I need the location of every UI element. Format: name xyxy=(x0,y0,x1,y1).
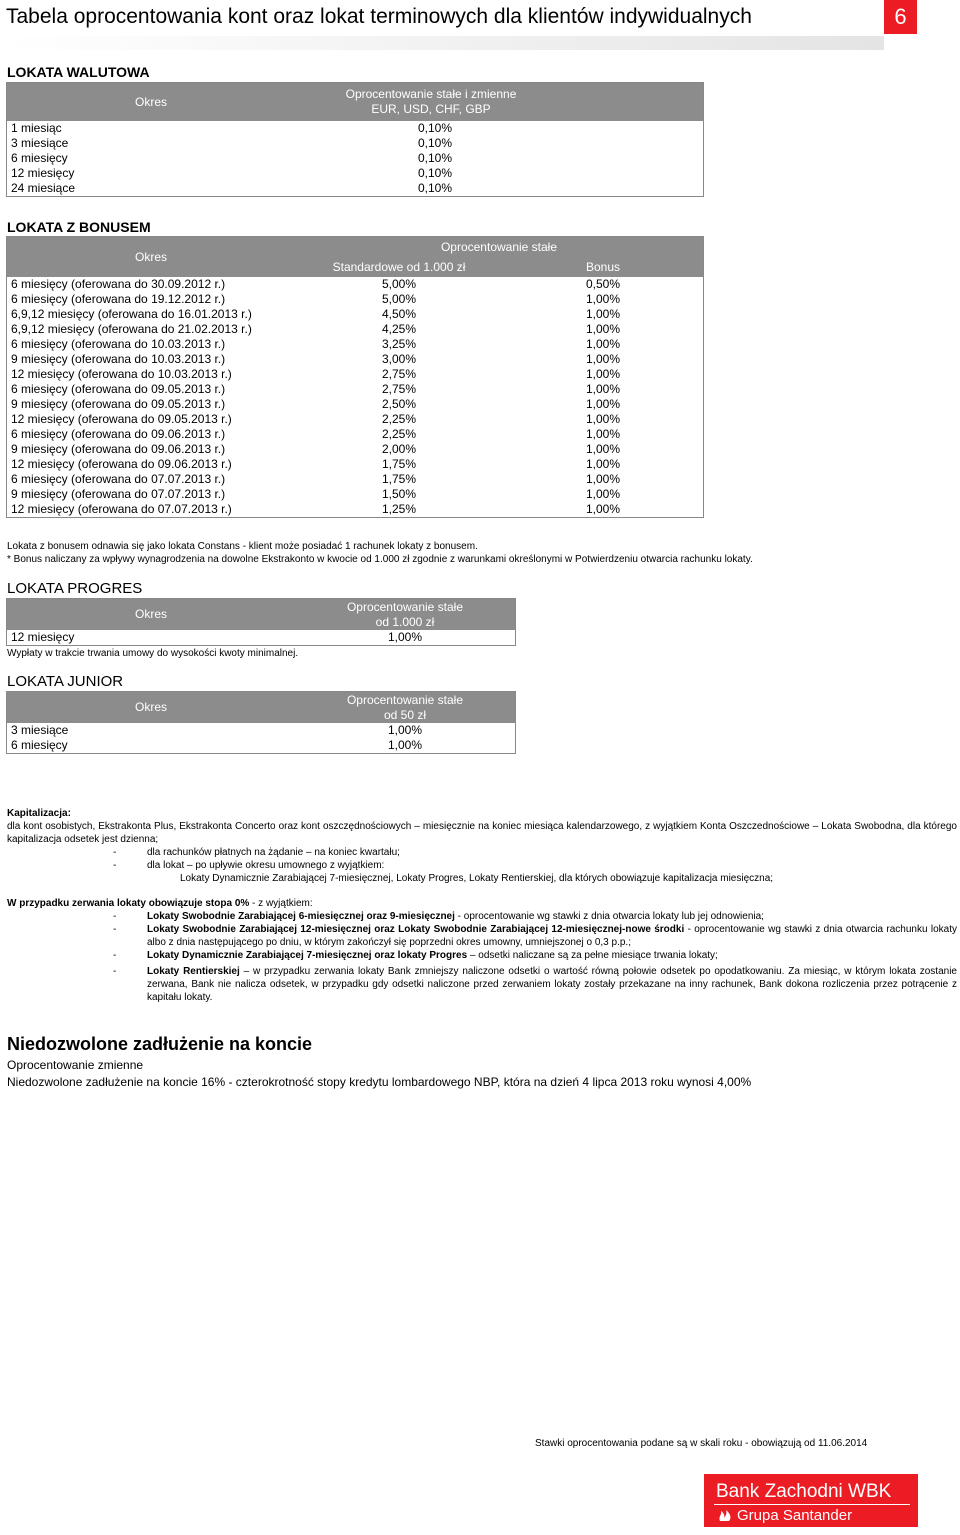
table-cell-std: 4,25% xyxy=(381,322,417,336)
zerwanie-item-text: - oprocentowanie wg stawki z dnia otwarcia lokaty lub jej odnowienia; xyxy=(454,911,764,922)
table-cell-rate: 1,00% xyxy=(387,723,423,737)
zerwanie-heading-bold: W przypadku zerwania lokaty obowiązuje stopa 0% xyxy=(7,898,250,909)
col-rate-header xyxy=(295,692,516,724)
table-cell-period: 6 miesięcy (oferowana do 07.07.2013 r.) xyxy=(11,472,226,486)
table-cell-period: 12 miesięcy (oferowana do 09.05.2013 r.) xyxy=(11,412,232,426)
table-cell-std: 3,25% xyxy=(381,337,417,351)
table-row xyxy=(7,427,704,442)
table-row xyxy=(7,367,704,382)
col-bonus-header: Bonus xyxy=(503,258,704,277)
table-cell-period: 12 miesięcy (oferowana do 07.07.2013 r.) xyxy=(11,502,232,516)
logo-separator xyxy=(714,1504,910,1505)
table-cell-std: 5,00% xyxy=(381,292,417,306)
table-walutowa xyxy=(6,82,704,197)
table-cell-bonus: 1,00% xyxy=(585,322,621,336)
table-cell-bonus: 1,00% xyxy=(585,457,621,471)
table-cell-std: 5,00% xyxy=(381,277,417,291)
table-row xyxy=(7,457,704,472)
zerwanie-item-text: – odsetki naliczane są za pełne miesiące trwania lokaty; xyxy=(467,950,718,961)
table-cell-std: 1,75% xyxy=(381,472,417,486)
table-cell-std: 3,00% xyxy=(381,352,417,366)
table-cell-period: 6 miesięcy (oferowana do 19.12.2012 r.) xyxy=(11,292,226,306)
niedozwolone-line-2: Niedozwolone zadłużenie na koncie 16% - czterokrotność stopy kredytu lombardowego NBP, która na dzień 4 lipca 2013 roku wynosi 4,00% xyxy=(7,1075,752,1089)
table-cell-period: 9 miesięcy (oferowana do 09.05.2013 r.) xyxy=(11,397,226,411)
table-cell-std: 4,50% xyxy=(381,307,417,321)
zerwanie-item xyxy=(147,949,957,962)
page-number-badge: 6 xyxy=(884,0,917,34)
table-row xyxy=(7,307,704,322)
table-cell-period: 6 miesięcy (oferowana do 09.05.2013 r.) xyxy=(11,382,226,396)
table-cell-rate: 0,10% xyxy=(417,151,453,165)
zerwanie-bullet-dash: - xyxy=(113,950,117,961)
zerwanie-item xyxy=(147,910,957,923)
table-row xyxy=(7,412,704,427)
table-cell-std: 2,00% xyxy=(381,442,417,456)
table-cell-period: 6 miesięcy (oferowana do 30.09.2012 r.) xyxy=(11,277,226,291)
zerwanie-item xyxy=(147,965,957,1004)
table-cell-bonus: 1,00% xyxy=(585,427,621,441)
footer-note: Stawki oprocentowania podane są w skali roku - obowiązują od 11.06.2014 xyxy=(535,1438,868,1449)
table-row xyxy=(7,382,704,397)
section-title-progres: LOKATA PROGRES xyxy=(7,580,143,597)
col-rate-header-line2: od 1.000 zł xyxy=(375,614,435,629)
table-cell-period: 9 miesięcy (oferowana do 07.07.2013 r.) xyxy=(11,487,226,501)
col-rate-header-line2: od 50 zł xyxy=(383,707,427,722)
table-cell-std: 2,75% xyxy=(381,367,417,381)
col-std-header: Standardowe od 1.000 zł xyxy=(295,258,503,277)
table-cell-period: 12 miesięcy (oferowana do 09.06.2013 r.) xyxy=(11,457,232,471)
zerwanie-item-bold: Lokaty Rentierskiej xyxy=(147,966,240,977)
table-cell-std: 1,25% xyxy=(381,502,417,516)
kapitalizacja-bullet-2: dla lokat – po upływie okresu umownego z wyjątkiem: xyxy=(147,860,385,871)
zerwanie-heading-rest: - z wyjątkiem: xyxy=(249,898,313,909)
table-bonus xyxy=(6,236,704,518)
table-row xyxy=(7,292,704,307)
table-cell-rate: 0,10% xyxy=(417,166,453,180)
table-cell-bonus: 1,00% xyxy=(585,412,621,426)
table-row xyxy=(7,487,704,502)
table-cell-rate: 1,00% xyxy=(387,738,423,752)
niedozwolone-line-1: Oprocentowanie zmienne xyxy=(7,1058,144,1072)
table-cell-period: 6 miesięcy xyxy=(11,738,68,752)
progres-note: Wypłaty w trakcie trwania umowy do wysokości kwoty minimalnej. xyxy=(7,648,299,659)
table-cell-period: 6 miesięcy (oferowana do 09.06.2013 r.) xyxy=(11,427,226,441)
col-rate-header-line1: Oprocentowanie stałe xyxy=(346,692,464,707)
table-cell-bonus: 1,00% xyxy=(585,502,621,516)
table-row xyxy=(7,502,704,518)
table-cell-std: 2,50% xyxy=(381,397,417,411)
header-stripe xyxy=(6,36,884,50)
niedozwolone-heading: Niedozwolone zadłużenie na koncie xyxy=(7,1034,313,1054)
zerwanie-heading xyxy=(7,897,313,910)
table-cell-std: 2,25% xyxy=(381,412,417,426)
bonus-note-1: Lokata z bonusem odnawia się jako lokata Constans - klient może posiadać 1 rachunek lokaty z bonusem. xyxy=(7,541,478,552)
col-period-header: Okres xyxy=(7,237,296,278)
kapitalizacja-bullet-dash: - xyxy=(113,860,117,871)
table-cell-period: 6,9,12 miesięcy (oferowana do 21.02.2013 r.) xyxy=(11,322,252,336)
section-title-bonus: LOKATA Z BONUSEM xyxy=(7,219,151,235)
table-row xyxy=(7,442,704,457)
table-cell-bonus: 1,00% xyxy=(585,352,621,366)
table-cell-bonus: 1,00% xyxy=(585,472,621,486)
table-cell-period: 12 miesięcy xyxy=(11,630,75,644)
table-cell-bonus: 1,00% xyxy=(585,442,621,456)
col-rate-header xyxy=(295,599,516,631)
table-cell-period: 9 miesięcy (oferowana do 10.03.2013 r.) xyxy=(11,352,226,366)
table-cell-period: 3 miesiące xyxy=(11,723,69,737)
col-rate-header xyxy=(295,83,704,122)
table-progres xyxy=(6,598,516,646)
col-period-header: Okres xyxy=(7,692,296,724)
table-cell-period: 1 miesiąc xyxy=(11,121,62,135)
table-cell-std: 2,75% xyxy=(381,382,417,396)
table-cell-period: 3 miesiące xyxy=(11,136,69,150)
zerwanie-item-text: – w przypadku zerwania lokaty Bank zmniejszy naliczone odsetki o wartość równą połowie odsetek po opodatkowaniu. Za miesiąc, w którym lokata zostanie zerwana, Bank nie nalicza odsetek, w przypadku gdy odsetki naliczone przed zerwaniem lokaty zostały przekazane na inny rachunek, Bank dokona rozliczenia przez potrącenie z kapitału lokaty. xyxy=(147,966,957,1003)
table-row xyxy=(7,277,704,292)
kapitalizacja-text: dla kont osobistych, Ekstrakonta Plus, Ekstrakonta Concerto oraz kont oszczędnościowych – miesięcznie na koniec miesiąca kalendarzowego, z wyjątkiem Konta Oszczednościowe – Lokata Swobodna, dla którego kapitalizacja odsetek jest dzienna; xyxy=(7,821,957,845)
table-cell-period: 12 miesięcy (oferowana do 10.03.2013 r.) xyxy=(11,367,232,381)
table-cell-bonus: 1,00% xyxy=(585,337,621,351)
table-junior xyxy=(6,691,516,754)
table-cell-std: 1,50% xyxy=(381,487,417,501)
zerwanie-bullet-dash: - xyxy=(113,924,117,935)
logo-line-2: Grupa Santander xyxy=(737,1507,853,1524)
zerwanie-item xyxy=(147,923,957,949)
table-cell-bonus: 1,00% xyxy=(585,367,621,381)
col-period-header: Okres xyxy=(7,83,296,122)
page-title: Tabela oprocentowania kont oraz lokat terminowych dla klientów indywidualnych xyxy=(6,5,752,28)
col-rate-header-line1: Oprocentowanie stałe xyxy=(346,599,464,614)
col-period-header: Okres xyxy=(7,599,296,631)
table-row xyxy=(7,322,704,337)
col-group-header: Oprocentowanie stałe xyxy=(295,237,704,259)
table-cell-bonus: 1,00% xyxy=(585,307,621,321)
table-cell-bonus: 1,00% xyxy=(585,487,621,501)
zerwanie-bullet-dash: - xyxy=(113,911,117,922)
kapitalizacja-bullet-1: dla rachunków płatnych na żądanie – na koniec kwartału; xyxy=(147,847,400,858)
table-row xyxy=(7,472,704,487)
kapitalizacja-bullet-dash: - xyxy=(113,847,117,858)
table-cell-rate: 1,00% xyxy=(387,630,423,644)
table-cell-bonus: 1,00% xyxy=(585,397,621,411)
table-row xyxy=(7,397,704,412)
table-cell-period: 6 miesięcy (oferowana do 10.03.2013 r.) xyxy=(11,337,226,351)
zerwanie-item-bold: Lokaty Swobodnie Zarabiającej 6-miesięcznej oraz 9-miesięcznej xyxy=(147,911,455,922)
table-row xyxy=(7,352,704,367)
logo-line-1: Bank Zachodni WBK xyxy=(716,1481,892,1502)
zerwanie-item-bold: Lokaty Swobodnie Zarabiającej 12-miesięcznej oraz Lokaty Swobodnie Zarabiającej 12-miesięcznej-nowe środki xyxy=(147,924,685,935)
table-cell-rate: 0,10% xyxy=(417,181,453,195)
section-title-junior: LOKATA JUNIOR xyxy=(7,673,124,690)
table-cell-bonus: 1,00% xyxy=(585,382,621,396)
table-cell-period: 12 miesięcy xyxy=(11,166,75,180)
zerwanie-item-bold: Lokaty Dynamicznie Zarabiającej 7-miesięcznej oraz lokaty Progres xyxy=(147,950,468,961)
table-cell-std: 2,25% xyxy=(381,427,417,441)
col-rate-header-line1: Oprocentowanie stałe i zmienne xyxy=(345,87,517,101)
table-cell-std: 1,75% xyxy=(381,457,417,471)
table-cell-period: 6,9,12 miesięcy (oferowana do 16.01.2013 r.) xyxy=(11,307,252,321)
section-title-walutowa: LOKATA WALUTOWA xyxy=(7,64,150,80)
table-row xyxy=(7,337,704,352)
table-cell-period: 9 miesięcy (oferowana do 09.06.2013 r.) xyxy=(11,442,226,456)
table-cell-rate: 0,10% xyxy=(417,121,453,135)
table-cell-period: 6 miesięcy xyxy=(11,151,68,165)
table-cell-bonus: 1,00% xyxy=(585,292,621,306)
kapitalizacja-bullet-2-sub: Lokaty Dynamicznie Zarabiającej 7-miesięcznej, Lokaty Progres, Lokaty Rentierskiej, dla których obowiązuje kapitalizacja miesięczna; xyxy=(180,873,774,884)
table-cell-period: 24 miesiące xyxy=(11,181,76,195)
kapitalizacja-heading: Kapitalizacja: xyxy=(7,808,71,819)
zerwanie-bullet-dash: - xyxy=(113,966,117,977)
table-cell-rate: 0,10% xyxy=(417,136,453,150)
zerwanie-item-text: - oprocentowanie wg stawki z dnia otwarcia rachunku lokaty albo z dnia następującego po dniu, w którym zakończył się poprzedni okres umowny, umniejszonej o 0,3 p.p.; xyxy=(147,924,957,948)
table-cell-bonus: 0,50% xyxy=(585,277,621,291)
col-rate-header-line2: EUR, USD, CHF, GBP xyxy=(371,102,491,116)
flame-icon xyxy=(718,1509,732,1521)
bonus-note-2: * Bonus naliczany za wpływy wynagrodzenia na dowolne Ekstrakonto w kwocie od 1.000 zł zgodnie z warunkami określonymi w Potwierdzeniu otwarcia rachunku lokaty. xyxy=(7,554,753,565)
bank-logo xyxy=(704,1474,918,1527)
